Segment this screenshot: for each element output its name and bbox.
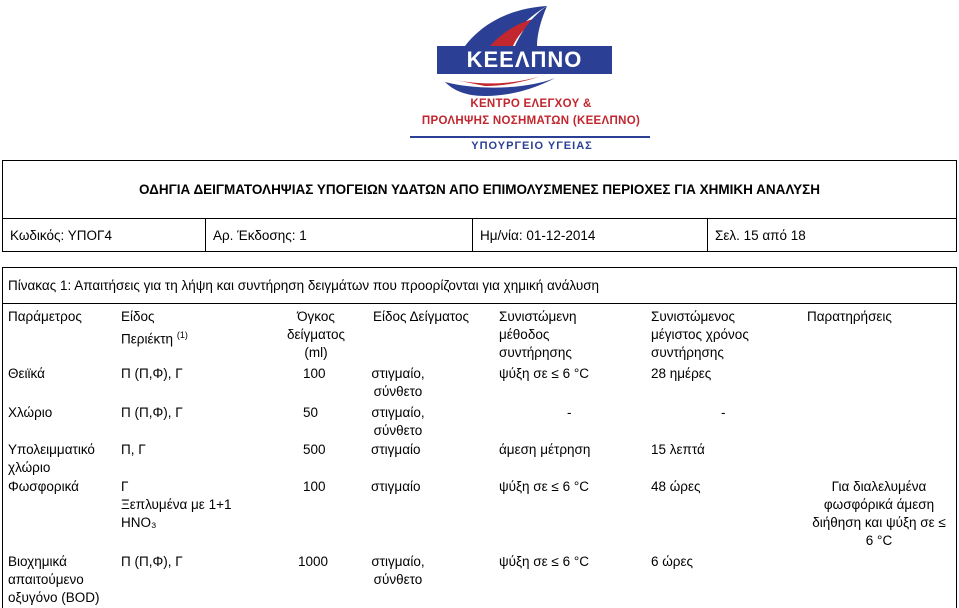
row4-type: στιγμαίο [371, 479, 421, 494]
row5-param-line-1: Βιοχημικά [8, 554, 67, 569]
header-container-line-1: Είδος [121, 309, 155, 324]
row4-time: 48 ώρες [651, 479, 701, 494]
header-method-line-1: Συνιστώμενη [499, 309, 577, 324]
header-notes: Παρατηρήσεις [807, 309, 892, 324]
row1-param: Θειϊκά [8, 366, 45, 381]
row5-container: Π (Π,Φ), Γ [121, 554, 183, 569]
row2-param: Χλώριο [8, 405, 53, 420]
row3-type: στιγμαίο [371, 442, 421, 457]
row4-container-line-1: Γ [121, 479, 129, 494]
row1-volume: 100 [303, 366, 326, 381]
row5-type-line-1: στιγμαίο, [371, 554, 425, 569]
row5-time: 6 ώρες [651, 554, 694, 569]
row2-type [358, 404, 438, 440]
row2-volume: 50 [303, 405, 319, 420]
logo-brand: ΚΕΕΛΠΝΟ [437, 46, 612, 74]
row5-param-line-2: απαιτούμενο [8, 572, 84, 587]
row2-container: Π (Π,Φ), Γ [121, 405, 183, 420]
row1-type-line-2: σύνθετο [373, 384, 423, 399]
header-volume [261, 308, 371, 362]
keelpno-logo [315, 0, 660, 158]
row4-container [121, 478, 231, 532]
row5-type-line-2: σύνθετο [373, 572, 423, 587]
row3-param-line-1: Υπολειμματικό [8, 442, 95, 457]
header-param: Παράμετρος [8, 309, 82, 324]
row4-notes-line-4: 6 °C [865, 533, 893, 548]
row4-notes-line-2: φωσφόρικά άμεση [823, 497, 935, 512]
header-time-line-2: μέγιστος χρόνος [651, 327, 749, 342]
sample-requirements-table [2, 303, 957, 608]
row4-method: ψύξη σε ≤ 6 °C [499, 479, 589, 494]
row5-param-line-3: οξυγόνο (BOD) [8, 590, 100, 605]
logo-line-3: ΥΠΟΥΡΓΕΙΟ ΥΓΕΙΑΣ [471, 140, 593, 152]
header-container [121, 308, 188, 349]
row4-notes-line-3: διήθηση και ψύξη σε ≤ [812, 515, 946, 530]
logo-line-2: ΠΡΟΛΗΨΗΣ ΝΟΣΗΜΑΤΩΝ (ΚΕΕΛΠΝΟ) [421, 115, 641, 127]
document-title: ΟΔΗΓΙΑ ΔΕΙΓΜΑΤΟΛΗΨΙΑΣ ΥΠΟΓΕΙΩΝ ΥΔΑΤΩΝ ΑΠΟ ΕΠΙΜΟΛΥΣΜΕΝΕΣ ΠΕΡΙΟΧΕΣ ΓΙΑ ΧΗΜΙΚΗ ΑΝΑΛΥΣΗ [3, 161, 956, 219]
page-number: Σελ. 15 από 18 [707, 219, 958, 252]
header-time-line-1: Συνιστώμενος [651, 309, 736, 324]
header-sample-type: Είδος Δείγματος [373, 309, 470, 324]
row5-type [358, 553, 438, 589]
row5-param [8, 553, 99, 607]
header-container-line-2: Περιέκτη [121, 331, 174, 347]
row1-method: ψύξη σε ≤ 6 °C [499, 366, 589, 381]
row4-param: Φωσφορικά [8, 479, 79, 494]
row3-time: 15 λεπτά [651, 442, 705, 457]
row1-time: 28 ημέρες [651, 366, 712, 381]
row1-type [358, 365, 438, 401]
header-volume-line-3: (ml) [304, 345, 328, 360]
row3-param [8, 441, 95, 477]
header-time [651, 308, 749, 362]
row4-notes-line-1: Για διαλελυμένα [831, 479, 927, 494]
row4-container-line-2: Ξεπλυμένα με 1+1 [121, 497, 232, 512]
logo-divider [410, 136, 650, 138]
header-time-line-3: συντήρησης [651, 345, 724, 360]
footnote-marker: (1) [176, 330, 188, 340]
row2-type-line-2: σύνθετο [373, 423, 423, 438]
row5-method: ψύξη σε ≤ 6 °C [499, 554, 589, 569]
header-method-line-2: μέθοδος [499, 327, 550, 342]
header-meta-row [3, 219, 956, 252]
row2-time: - [721, 405, 726, 420]
header-method [499, 308, 577, 362]
row2-method: - [567, 405, 572, 420]
row1-type-line-1: στιγμαίο, [371, 366, 425, 381]
document-version: Αρ. Έκδοσης: 1 [205, 219, 472, 252]
document-date: Ημ/νία: 01-12-2014 [472, 219, 707, 252]
row3-param-line-2: χλώριο [8, 460, 51, 475]
header-method-line-3: συντήρησης [499, 345, 572, 360]
row3-container: Π, Γ [121, 442, 146, 457]
row5-volume: 1000 [298, 554, 329, 569]
logo-line-1: ΚΕΝΤΡΟ ΕΛΕΓΧΟΥ & [470, 98, 592, 110]
row4-notes [803, 478, 955, 550]
row3-volume: 500 [303, 442, 326, 457]
header-volume-line-2: δείγματος [286, 327, 346, 342]
table-caption: Πίνακας 1: Απαιτήσεις για τη λήψη και συντήρηση δειγμάτων που προορίζονται για χημική ανάλυση [2, 267, 957, 303]
row4-container-line-3: HNO₃ [121, 515, 157, 530]
row3-method: άμεση μέτρηση [499, 442, 591, 457]
row1-container: Π (Π,Φ), Γ [121, 366, 183, 381]
row2-type-line-1: στιγμαίο, [371, 405, 425, 420]
document-header [2, 160, 957, 252]
document-code: Κωδικός: ΥΠΟΓ4 [10, 228, 112, 243]
header-volume-line-1: Όγκος [297, 309, 335, 324]
row4-volume: 100 [303, 479, 326, 494]
